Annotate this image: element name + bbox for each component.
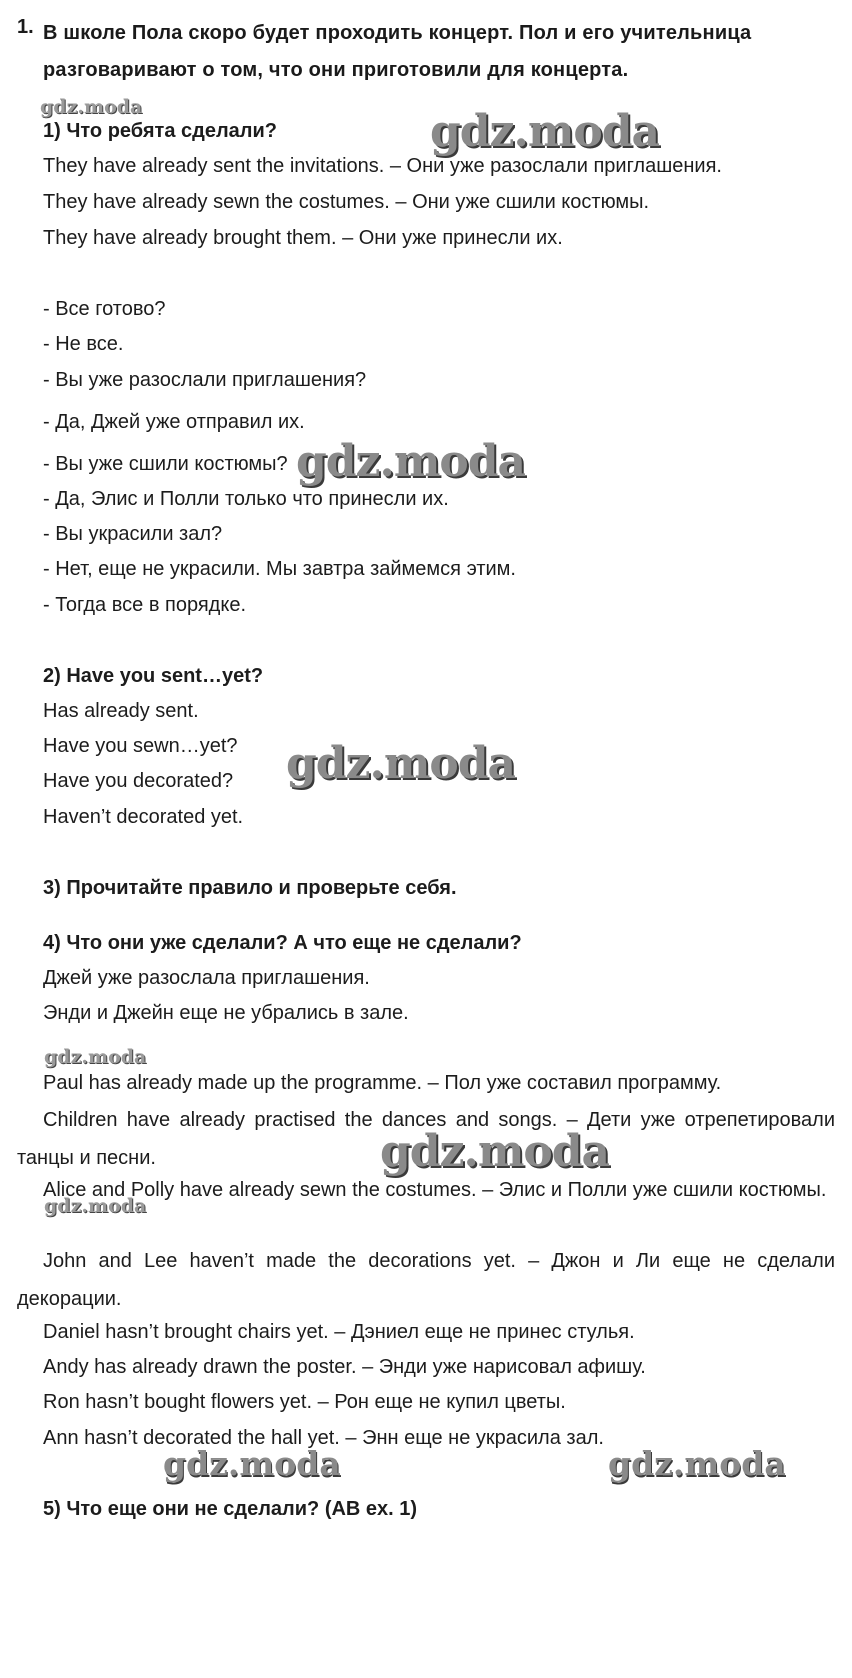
section2-line: Haven’t decorated yet.: [43, 806, 244, 828]
section2-line: Have you decorated?: [43, 770, 234, 792]
watermark-logo: gdz.moda: [430, 106, 660, 157]
section4-line: Энди и Джейн еще не убрались в зале.: [43, 1002, 409, 1024]
dialogue-line: - Не все.: [43, 333, 124, 355]
section1-line: They have already sewn the costumes. – Они уже сшили костюмы.: [43, 191, 650, 213]
dialogue-line: - Нет, еще не украсили. Мы завтра займемся этим.: [43, 558, 516, 580]
task-intro: В школе Пола скоро будет проходить концерт. Пол и его учительница разговаривают о том, что они приготовили для концерта.: [43, 22, 752, 81]
section4-paragraph: Children have already practised the dances and songs. – Дети уже отрепетировали танцы и песни.: [17, 1109, 835, 1169]
section1-line: They have already sent the invitations. – Они уже разослали приглашения.: [43, 155, 722, 177]
dialogue-line: - Все готово?: [43, 298, 166, 320]
section4-line: Paul has already made up the programme. – Пол уже составил программу.: [43, 1072, 722, 1094]
section4-line: Daniel hasn’t brought chairs yet. – Дэниел еще не принес стулья.: [43, 1321, 635, 1343]
section1-line: They have already brought them. – Они уже принесли их.: [43, 227, 563, 249]
watermark-logo: gdz.moda: [44, 1046, 147, 1068]
section4-line: Ann hasn’t decorated the hall yet. – Энн еще не украсила зал.: [43, 1427, 604, 1449]
section4-line: Джей уже разослала приглашения.: [43, 967, 370, 989]
section2-line: Have you sewn…yet?: [43, 735, 238, 757]
watermark-logo: gdz.moda: [608, 1444, 786, 1483]
watermark-logo: gdz.moda: [296, 436, 526, 487]
dialogue-line: - Да, Элис и Полли только что принесли их.: [43, 488, 449, 510]
section4-paragraph: John and Lee haven’t made the decorations yet. – Джон и Ли еще не сделали декорации.: [17, 1250, 835, 1310]
watermark-logo: gdz.moda: [163, 1444, 341, 1483]
dialogue-line: - Вы уже сшили костюмы?: [43, 453, 288, 475]
dialogue-line: - Вы уже разослали приглашения?: [43, 369, 367, 391]
section4-line: Ron hasn’t bought flowers yet. – Рон еще не купил цветы.: [43, 1391, 566, 1413]
dialogue-line: - Тогда все в порядке.: [43, 594, 247, 616]
section4-heading: 4) Что они уже сделали? А что еще не сделали?: [43, 932, 522, 954]
section2-line: Has already sent.: [43, 700, 199, 722]
watermark-logo: gdz.moda: [380, 1126, 610, 1177]
section5-heading: 5) Что еще они не сделали? (AB ex. 1): [43, 1498, 418, 1520]
watermark-logo: gdz.moda: [44, 1195, 147, 1217]
section3-heading: 3) Прочитайте правило и проверьте себя.: [43, 877, 457, 899]
dialogue-line: - Вы украсили зал?: [43, 523, 223, 545]
dialogue-line: - Да, Джей уже отправил их.: [43, 411, 305, 433]
watermark-logo: gdz.moda: [286, 738, 516, 789]
section2-heading: 2) Have you sent…yet?: [43, 665, 264, 687]
section1-heading: 1) Что ребята сделали?: [43, 120, 277, 142]
task-number: 1.: [17, 16, 34, 38]
section4-line: Andy has already drawn the poster. – Энди уже нарисовал афишу.: [43, 1356, 646, 1378]
watermark-logo: gdz.moda: [40, 96, 143, 118]
section4-paragraph: Alice and Polly have already sewn the costumes. – Элис и Полли уже сшили костюмы.: [43, 1179, 827, 1201]
